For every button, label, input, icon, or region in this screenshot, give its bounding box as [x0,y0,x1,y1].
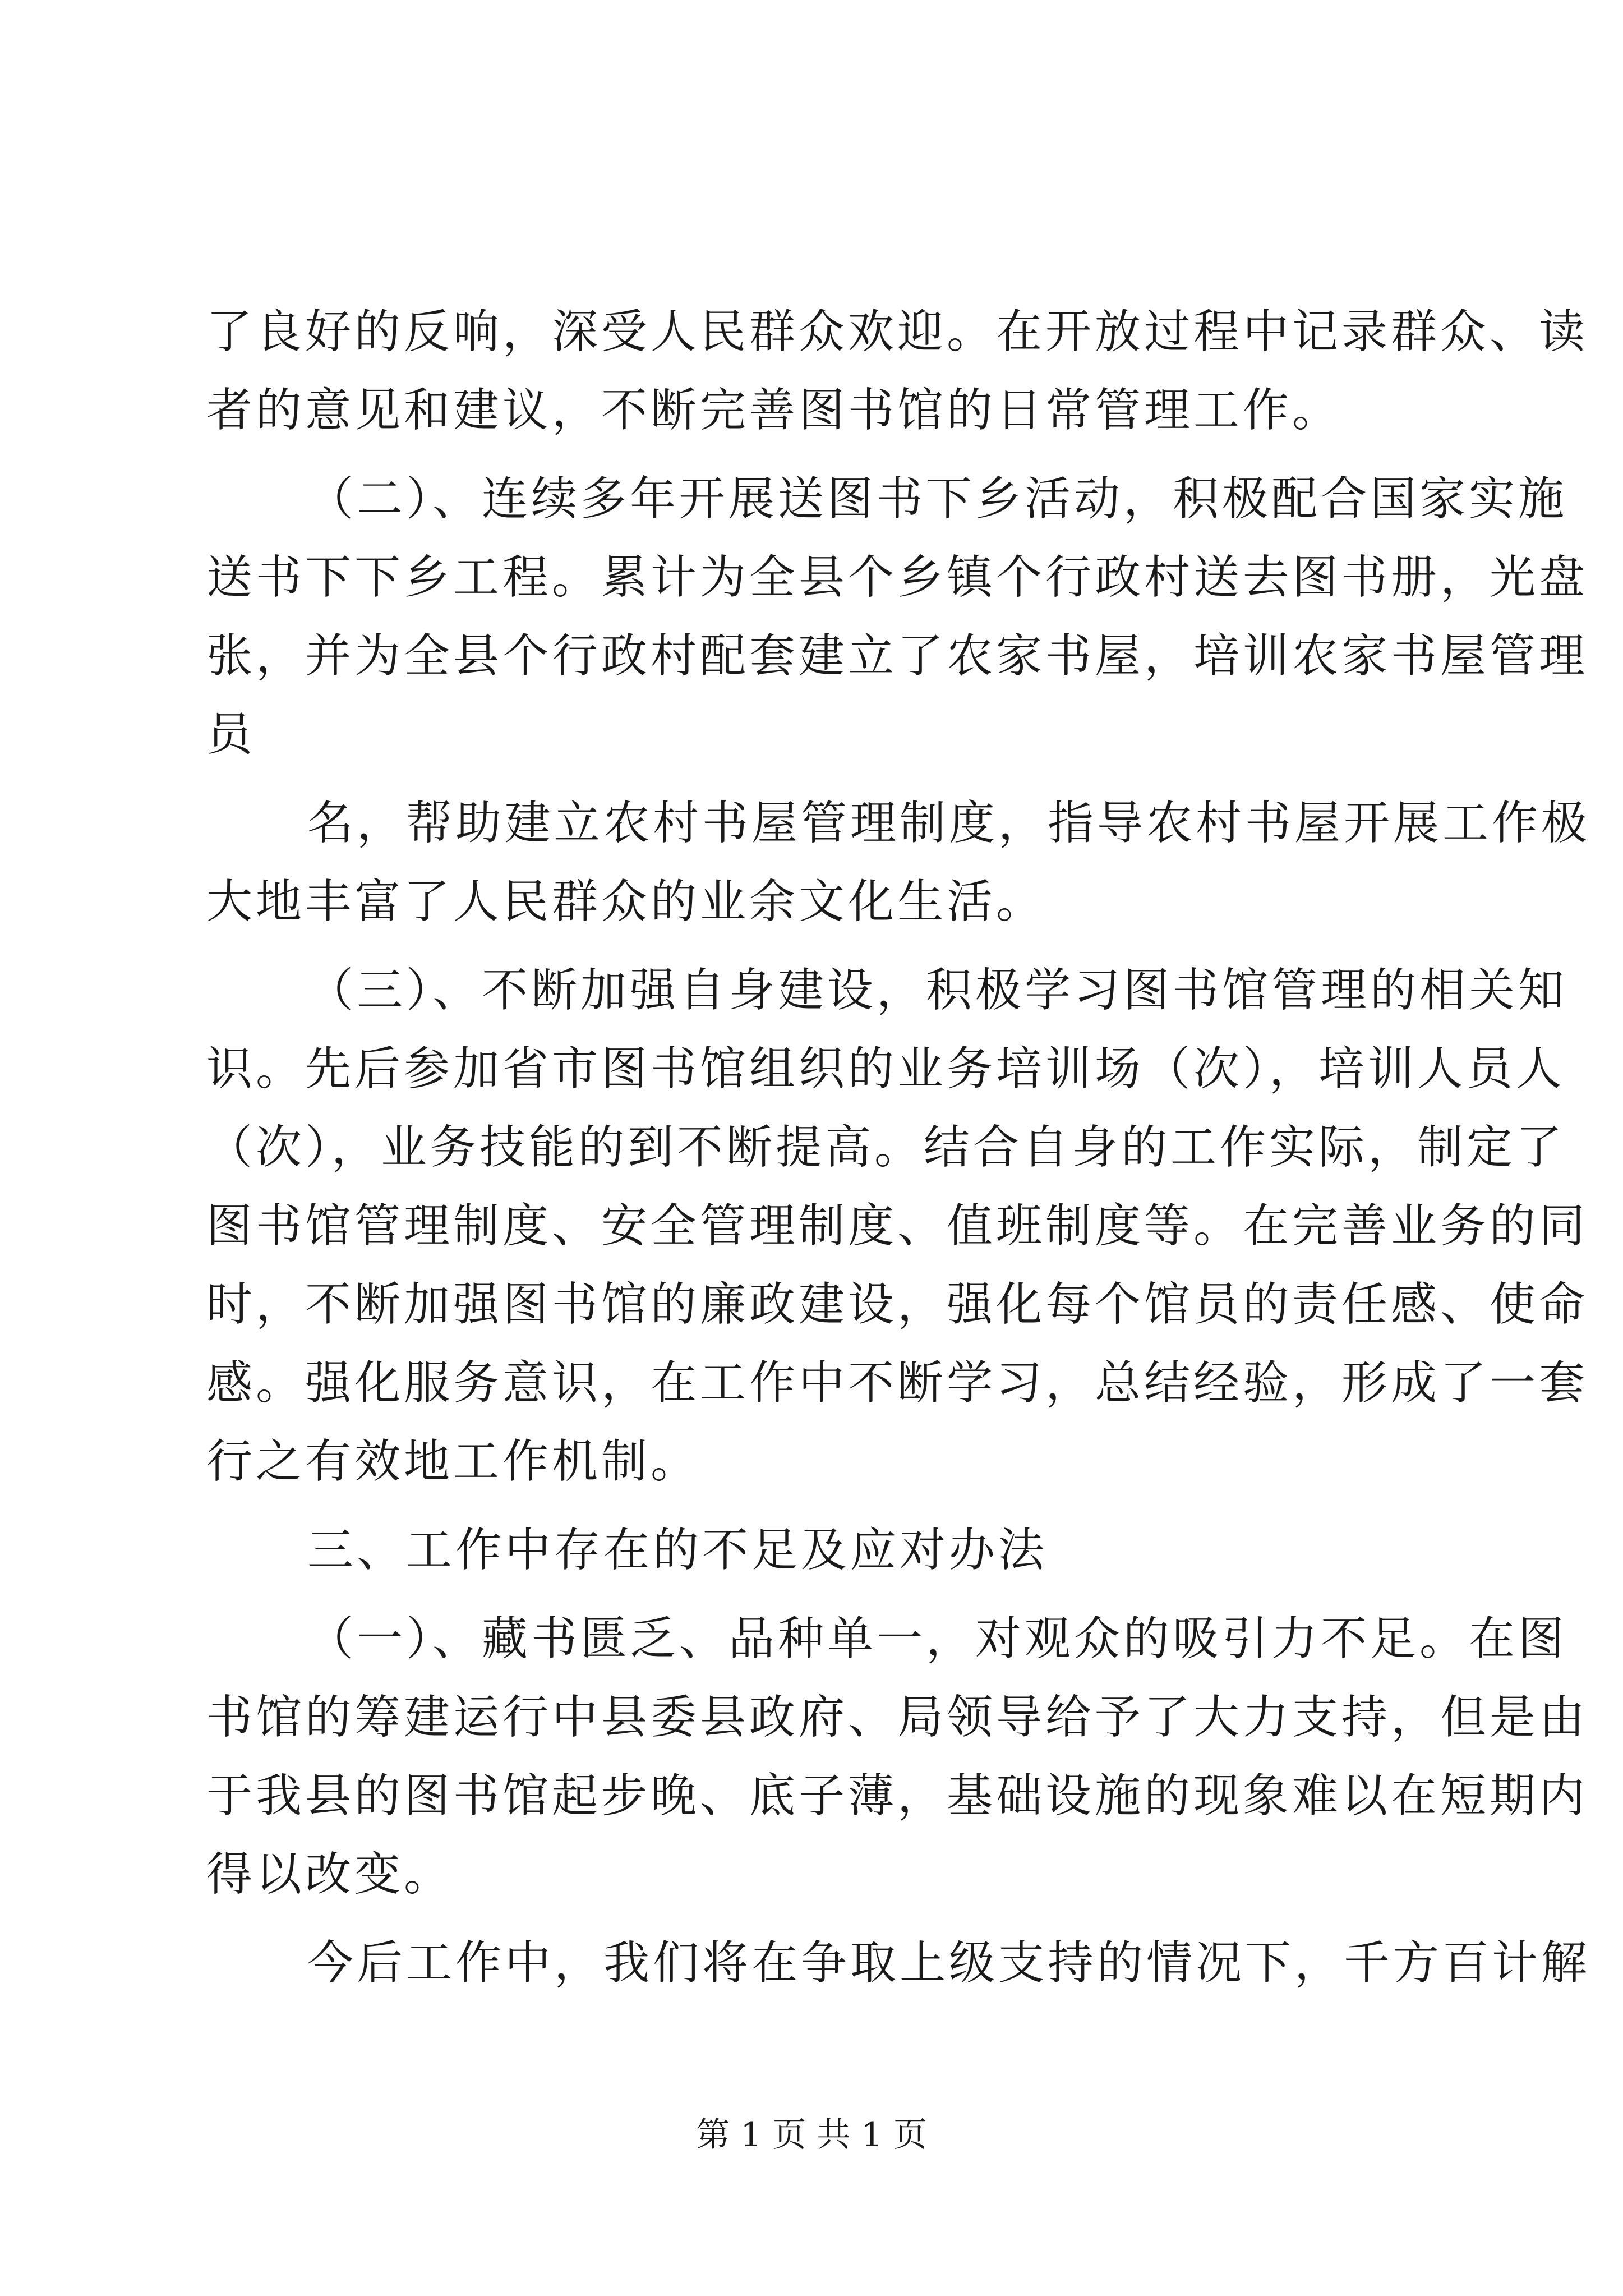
text-line-10: 识。先后参加省市图书馆组织的业务培训场（次），培训人员人 [206,1042,1566,1096]
page-footer: 第 1 页 共 1 页 [696,2115,927,2155]
text-line-15: 行之有效地工作机制。 [206,1435,700,1488]
text-line-1: 了良好的反响，深受人民群众欢迎。在开放过程中记录群众、读 [206,305,1589,358]
text-line-18: 书馆的筹建运行中县委县政府、局领导给予了大力支持，但是由 [206,1691,1589,1744]
text-line-20: 得以改变。 [206,1848,454,1901]
section-heading: 三、工作中存在的不足及应对办法 [307,1524,1048,1577]
text-line-5: 张，并为全县个行政村配套建立了农家书屋，培训农家书屋管理 [206,629,1589,683]
text-line-6: 员 [206,708,256,761]
text-line-17: （一）、藏书匮乏、品种单一，对观众的吸引力不足。在图 [307,1612,1568,1665]
text-line-11: （次），业务技能的到不断提高。结合自身的工作实际，制定了 [206,1121,1566,1174]
text-line-21: 今后工作中，我们将在争取上级支持的情况下，千方百计解 [307,1936,1591,1990]
text-line-12: 图书馆管理制度、安全管理制度、值班制度等。在完善业务的同 [206,1199,1589,1253]
text-line-7: 名，帮助建立农村书屋管理制度，指导农村书屋开展工作极 [307,797,1591,850]
text-line-9: （三）、不断加强自身建设，积极学习图书馆管理的相关知 [307,964,1568,1017]
text-line-3: （二）、连续多年开展送图书下乡活动，积极配合国家实施 [307,472,1568,526]
text-line-19: 于我县的图书馆起步晚、底子薄，基础设施的现象难以在短期内 [206,1769,1589,1823]
text-line-14: 感。强化服务意识，在工作中不断学习，总结经验，形成了一套 [206,1356,1589,1410]
text-line-8: 大地丰富了人民群众的业余文化生活。 [206,875,1046,928]
text-line-4: 送书下下乡工程。累计为全县个乡镇个行政村送去图书册，光盘 [206,551,1589,604]
text-line-13: 时，不断加强图书馆的廉政建设，强化每个馆员的责任感、使命 [206,1278,1589,1331]
text-line-2: 者的意见和建议，不断完善图书馆的日常管理工作。 [206,384,1342,437]
